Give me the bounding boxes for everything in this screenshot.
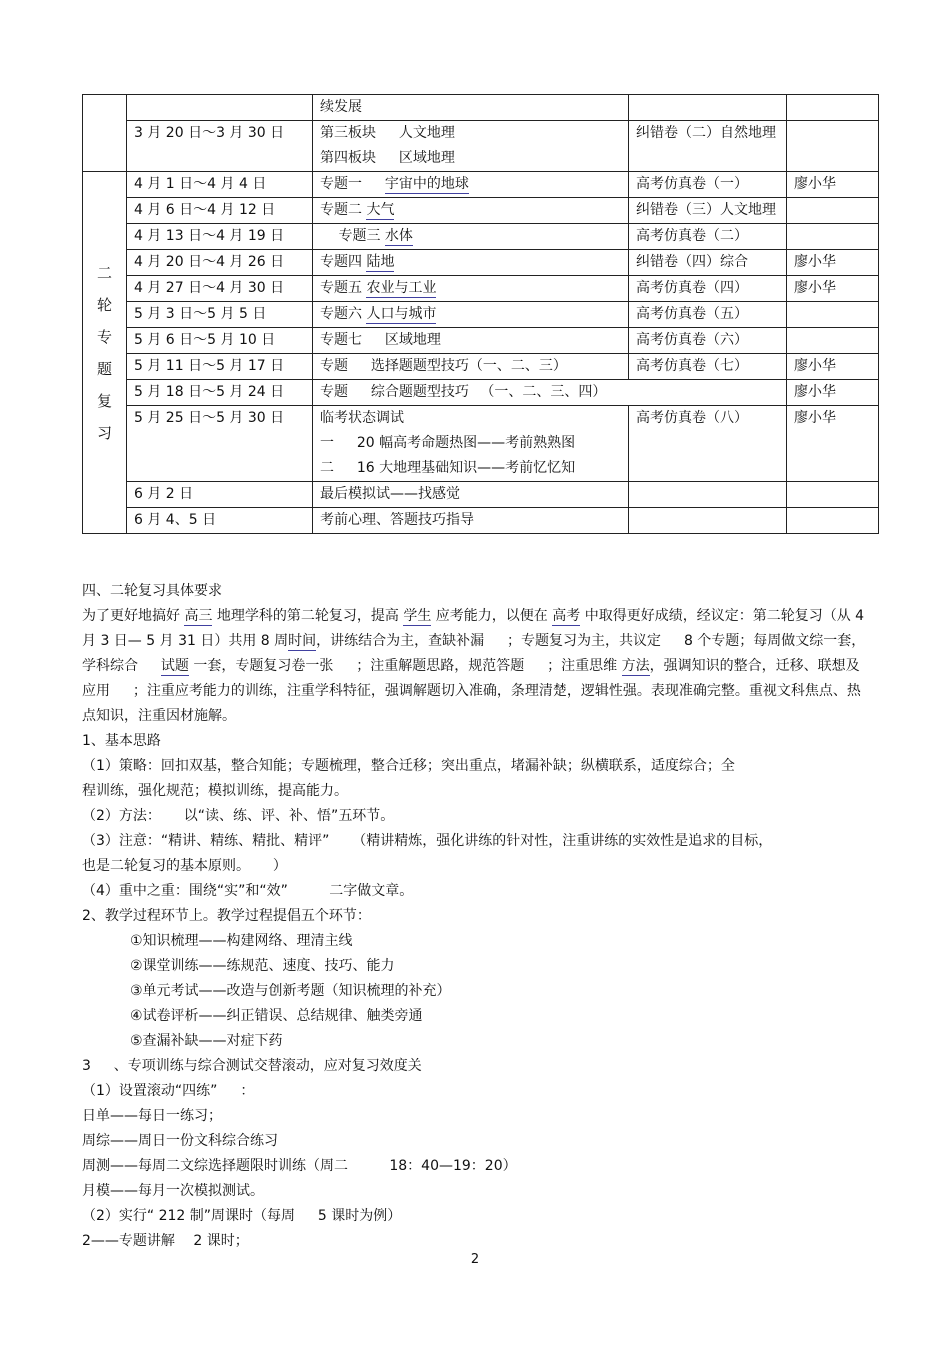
table-row <box>83 328 879 354</box>
paragraph: 周综——周日一份文科综合练习 <box>82 1133 278 1149</box>
phase-label: 二轮专题复习 <box>96 263 112 442</box>
review-schedule-table <box>82 94 879 534</box>
section-heading: 2、教学过程环节上。教学过程提倡五个环节： <box>82 908 371 924</box>
table-row <box>83 121 879 172</box>
topic-cell-spanning: 专题 综合题题型技巧 （一、二、三、四） <box>313 380 787 406</box>
paragraph: 周测——每周二文综选择题限时训练（周二 18：40—19：20） <box>82 1158 517 1174</box>
exam-cell: 高考仿真卷（一） <box>629 172 787 198</box>
topic-cell: 专题 选择题题型技巧（一、二、三） <box>313 354 629 380</box>
exam-cell: 高考仿真卷（八） <box>629 406 787 482</box>
teacher-cell: 廖小华 <box>787 276 879 302</box>
date-cell: 3 月 20 日～3 月 30 日 <box>127 121 313 172</box>
table-row <box>83 250 879 276</box>
teacher-cell: 廖小华 <box>787 380 879 406</box>
body-text <box>82 579 872 1254</box>
list-item: ①知识梳理——构建网络、理清主线 <box>130 933 353 949</box>
date-cell: 5 月 18 日～5 月 24 日 <box>127 380 313 406</box>
topic-cell: 考前心理、答题技巧指导 <box>313 508 629 534</box>
date-cell: 6 月 2 日 <box>127 482 313 508</box>
topic-cell: 专题七 区域地理 <box>313 328 629 354</box>
exam-cell: 高考仿真卷（六） <box>629 328 787 354</box>
topic-cell: 第三板块 人文地理 第四板块 区域地理 <box>313 121 629 172</box>
exam-cell: 高考仿真卷（五） <box>629 302 787 328</box>
teacher-cell <box>787 224 879 250</box>
phase-cell-second-round <box>83 172 127 534</box>
date-cell: 5 月 11 日～5 月 17 日 <box>127 354 313 380</box>
table-row <box>83 380 879 406</box>
exam-cell: 纠错卷（三）人文地理 <box>629 198 787 224</box>
topic-cell: 专题六 人口与城市 <box>313 302 629 328</box>
topic-cell: 专题二 大气 <box>313 198 629 224</box>
section-heading: 四、二轮复习具体要求 <box>82 583 222 599</box>
date-cell: 4 月 27 日～4 月 30 日 <box>127 276 313 302</box>
teacher-cell: 廖小华 <box>787 250 879 276</box>
list-item: ④试卷评析——纠正错误、总结规律、触类旁通 <box>130 1008 423 1024</box>
date-cell: 6 月 4、5 日 <box>127 508 313 534</box>
paragraph: （4）重中之重：围绕“实”和“效” 二字做文章。 <box>82 883 414 899</box>
paragraph: 程训练，强化规范；模拟训练，提高能力。 <box>82 783 348 799</box>
date-cell: 4 月 6 日～4 月 12 日 <box>127 198 313 224</box>
table-row <box>83 95 879 121</box>
date-cell: 5 月 25 日～5 月 30 日 <box>127 406 313 482</box>
date-cell: 4 月 13 日～4 月 19 日 <box>127 224 313 250</box>
topic-cell: 专题一 宇宙中的地球 <box>313 172 629 198</box>
table-row <box>83 354 879 380</box>
date-cell: 4 月 1 日～4 月 4 日 <box>127 172 313 198</box>
teacher-cell <box>787 302 879 328</box>
page-number: 2 <box>470 1252 480 1267</box>
teacher-cell: 廖小华 <box>787 406 879 482</box>
list-item: ⑤查漏补缺——对症下药 <box>130 1033 283 1049</box>
paragraph: （3）注意：“精讲、精练、精批、精评” （精讲精炼，强化讲练的针对性，注重讲练的实效性是追求的目标， <box>82 833 773 849</box>
exam-cell: 高考仿真卷（四） <box>629 276 787 302</box>
paragraph: （1）设置滚动“四练” ： <box>82 1083 255 1099</box>
intro-paragraph: 为了更好地搞好 高三 地理学科的第二轮复习，提高 学生 应考能力，以便在 高考 中取得更好成绩，经议定：第二轮复习（从 4 月 3 日— 5 月 31 日）共用 8 周时间，讲练结合为主，查缺补漏 ；专题复习为主，共议定 8 个专题；每周做文综一套，学科综合 试题 一套，专题复习卷一张 ；注重解题思路，规范答题 ；注重思维 方法，强调知识的整合，迁移、联想及应用 ；注重应考能力的训练，注重学科特征，强调解题切入准确，条理清楚，逻辑性强。表现准确完整。重视文科焦点、热点知识，注重因材施解。 <box>82 608 866 724</box>
list-item: ②课堂训练——练规范、速度、技巧、能力 <box>130 958 395 974</box>
teacher-cell <box>787 198 879 224</box>
topic-cell: 最后模拟试——找感觉 <box>313 482 629 508</box>
table-row <box>83 482 879 508</box>
teacher-cell: 廖小华 <box>787 354 879 380</box>
paragraph: （2）方法： 以“读、练、评、补、悟”五环节。 <box>82 808 395 824</box>
list-item: ③单元考试——改造与创新考题（知识梳理的补充） <box>130 983 451 999</box>
exam-cell: 高考仿真卷（二） <box>629 224 787 250</box>
exam-cell: 纠错卷（二）自然地理 <box>629 121 787 172</box>
teacher-cell: 廖小华 <box>787 172 879 198</box>
topic-cell: 临考状态调试 一 20 幅高考命题热图——考前熟熟图 二 16 大地理基础知识——考前忆忆知 <box>313 406 629 482</box>
topic-cell: 专题四 陆地 <box>313 250 629 276</box>
paragraph: 日单——每日一练习； <box>82 1108 222 1124</box>
paragraph: 2——专题讲解 2 课时； <box>82 1233 249 1249</box>
table-row <box>83 198 879 224</box>
topic-cell: 专题五 农业与工业 <box>313 276 629 302</box>
date-cell: 4 月 20 日～4 月 26 日 <box>127 250 313 276</box>
table-row <box>83 224 879 250</box>
table-row <box>83 276 879 302</box>
topic-cell: 续发展 <box>320 99 362 115</box>
paragraph: 月模——每月一次模拟测试。 <box>82 1183 264 1199</box>
paragraph: 也是二轮复习的基本原则。 ） <box>82 858 287 874</box>
paragraph: （1）策略：回扣双基，整合知能；专题梳理，整合迁移；突出重点，堵漏补缺；纵横联系，适度综合；全 <box>82 758 735 774</box>
exam-cell: 高考仿真卷（七） <box>629 354 787 380</box>
section-heading: 3 、专项训练与综合测试交替滚动，应对复习效度关 <box>82 1058 422 1074</box>
table-row <box>83 302 879 328</box>
phase-cell-previous <box>83 95 127 172</box>
section-heading: 1、基本思路 <box>82 733 161 749</box>
table-row <box>83 172 879 198</box>
table-row <box>83 406 879 482</box>
paragraph: （2）实行“ 212 制”周课时（每周 5 课时为例） <box>82 1208 402 1224</box>
topic-cell: 专题三 水体 <box>313 224 629 250</box>
date-cell: 5 月 6 日～5 月 10 日 <box>127 328 313 354</box>
date-cell: 5 月 3 日～5 月 5 日 <box>127 302 313 328</box>
table-row <box>83 508 879 534</box>
exam-cell: 纠错卷（四）综合 <box>629 250 787 276</box>
teacher-cell <box>787 328 879 354</box>
